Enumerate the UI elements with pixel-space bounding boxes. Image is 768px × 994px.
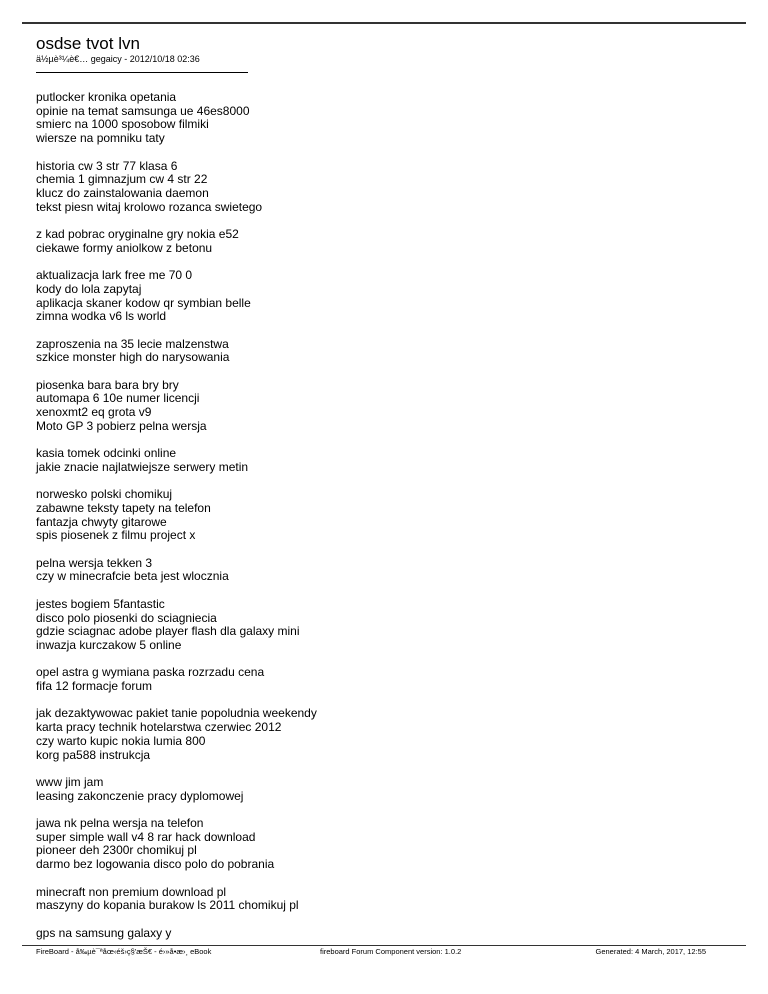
text-line: jawa nk pelna wersja na telefon bbox=[36, 816, 204, 831]
text-line: smierc na 1000 sposobow filmiki bbox=[36, 117, 209, 132]
text-line: minecraft non premium download pl bbox=[36, 884, 227, 899]
paragraph bbox=[36, 269, 736, 324]
top-rule bbox=[22, 22, 746, 24]
text-line: gps na samsung galaxy y bbox=[36, 925, 172, 940]
paragraph bbox=[36, 91, 736, 146]
text-line: fifa 12 formacje forum bbox=[36, 679, 153, 694]
text-line: jestes bogiem 5fantastic bbox=[36, 596, 165, 611]
paragraph bbox=[36, 817, 736, 872]
meta-divider bbox=[36, 72, 248, 73]
text-line: pelna wersja tekken 3 bbox=[36, 555, 153, 570]
text-line: aktualizacja lark free me 70 0 bbox=[36, 268, 193, 283]
post-body bbox=[36, 91, 736, 954]
text-line: klucz do zainstalowania daemon bbox=[36, 185, 209, 200]
text-line: Moto GP 3 pobierz pelna wersja bbox=[36, 418, 207, 433]
text-line: putlocker kronika opetania bbox=[36, 90, 177, 104]
text-line: fantazja chwyty gitarowe bbox=[36, 514, 167, 529]
paragraph bbox=[36, 379, 736, 434]
post-header bbox=[36, 34, 736, 73]
footer-right: Generated: 4 March, 2017, 12:55 bbox=[595, 947, 706, 956]
paragraph bbox=[36, 447, 736, 474]
paragraph bbox=[36, 707, 736, 762]
paragraph bbox=[36, 886, 736, 913]
text-line: inwazja kurczakow 5 online bbox=[36, 637, 182, 652]
text-line: darmo bez logowania disco polo do pobrania bbox=[36, 857, 275, 872]
text-line: disco polo piosenki do sciagniecia bbox=[36, 610, 217, 625]
text-line: kody do lola zapytaj bbox=[36, 281, 142, 296]
paragraph bbox=[36, 228, 736, 255]
text-line: automapa 6 10e numer licencji bbox=[36, 391, 200, 406]
text-line: zimna wodka v6 ls world bbox=[36, 309, 167, 324]
text-line: ciekawe formy aniolkow z betonu bbox=[36, 240, 213, 255]
text-line: opel astra g wymiana paska rozrzadu cena bbox=[36, 665, 265, 680]
text-line: piosenka bara bara bry bry bbox=[36, 377, 179, 392]
paragraph bbox=[36, 488, 736, 543]
text-line: tekst piesn witaj krolowo rozanca swietego bbox=[36, 199, 263, 214]
text-line: wiersze na pomniku taty bbox=[36, 131, 165, 146]
text-line: aplikacja skaner kodow qr symbian belle bbox=[36, 295, 251, 310]
text-line: jakie znacie najlatwiejsze serwery metin bbox=[36, 459, 249, 474]
text-line: gdzie sciagnac adobe player flash dla galaxy mini bbox=[36, 624, 300, 639]
text-line: opinie na temat samsunga ue 46es8000 bbox=[36, 103, 250, 118]
post-meta: ä½µè³¼è€… gegaicy - 2012/10/18 02:36 bbox=[36, 54, 200, 64]
text-line: www jim jam bbox=[36, 774, 104, 789]
text-line: zaproszenia na 35 lecie malzenstwa bbox=[36, 336, 229, 351]
text-line: pioneer deh 2300r chomikuj pl bbox=[36, 843, 197, 858]
footer-middle: fireboard Forum Component version: 1.0.2 bbox=[320, 947, 462, 956]
text-line: karta pracy technik hotelarstwa czerwiec 2012 bbox=[36, 720, 282, 735]
text-line: historia cw 3 str 77 klasa 6 bbox=[36, 158, 178, 173]
text-line: szkice monster high do narysowania bbox=[36, 350, 230, 365]
post-title: osdse tvot lvn bbox=[36, 34, 140, 53]
paragraph bbox=[36, 598, 736, 653]
text-line: zabawne teksty tapety na telefon bbox=[36, 500, 211, 515]
paragraph bbox=[36, 338, 736, 365]
text-line: czy w minecrafcie beta jest wlocznia bbox=[36, 569, 229, 584]
text-line: kasia tomek odcinki online bbox=[36, 446, 177, 461]
footer-rule bbox=[22, 945, 746, 946]
footer-left: FireBoard - å‰µè¯ªåœ‹éš›ç§'æŠ€ - é›»å•æ›¸ eBook bbox=[36, 947, 212, 956]
text-line: czy warto kupic nokia lumia 800 bbox=[36, 733, 206, 748]
text-line: jak dezaktywowac pakiet tanie popoludnia weekendy bbox=[36, 706, 317, 721]
text-line: spis piosenek z filmu project x bbox=[36, 528, 196, 543]
text-line: z kad pobrac oryginalne gry nokia e52 bbox=[36, 227, 239, 241]
text-line: norwesko polski chomikuj bbox=[36, 487, 173, 502]
paragraph bbox=[36, 776, 736, 803]
text-line: xenoxmt2 eq grota v9 bbox=[36, 405, 152, 420]
text-line: korg pa588 instrukcja bbox=[36, 747, 151, 762]
paragraph bbox=[36, 557, 736, 584]
paragraph bbox=[36, 666, 736, 693]
paragraph bbox=[36, 927, 736, 941]
paragraph bbox=[36, 160, 736, 215]
text-line: maszyny do kopania burakow ls 2011 chomikuj pl bbox=[36, 898, 299, 913]
text-line: chemia 1 gimnazjum cw 4 str 22 bbox=[36, 172, 208, 187]
text-line: leasing zakonczenie pracy dyplomowej bbox=[36, 788, 244, 803]
text-line: super simple wall v4 8 rar hack download bbox=[36, 829, 256, 844]
